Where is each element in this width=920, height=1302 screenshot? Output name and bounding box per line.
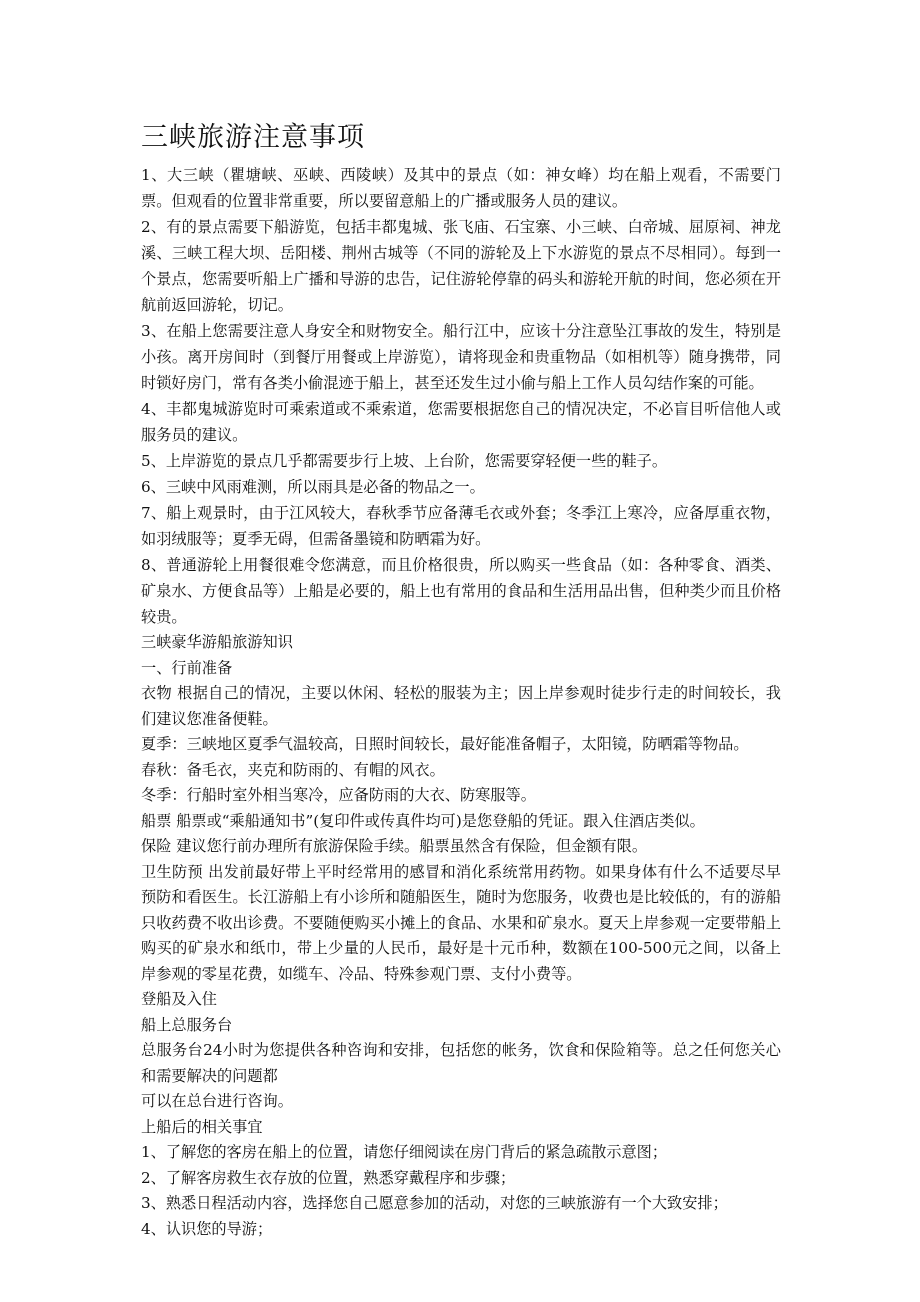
section-heading-boarding: 登船及入住 (141, 990, 217, 1008)
paragraph-note-3: 3、在船上您需要注意人身安全和财物安全。船行江中，应该十分注意坠江事故的发生，特别是小孩。离开房间时（到餐厅用餐或上岸游览），请将现金和贵重物品（如相机等）随身携带，同时锁好房门，常有各类小偷混迹于船上，甚至还发生过小偷与船上工作人员勾结作案的可能。 (141, 322, 781, 392)
paragraph-note-1: 1、大三峡（瞿塘峡、巫峡、西陵峡）及其中的景点（如：神女峰）均在船上观看，不需要门票。但观看的位置非常重要，所以要留意船上的广播或服务人员的建议。 (141, 166, 781, 210)
paragraph-clothing: 衣物 根据自己的情况，主要以休闲、轻松的服装为主；因上岸参观时徒步行走的时间较长，我们建议您准备便鞋。 (141, 684, 781, 728)
section-heading-cruise-knowledge: 三峡豪华游船旅游知识 (141, 633, 293, 651)
paragraph-note-2: 2、有的景点需要下船游览，包括丰都鬼城、张飞庙、石宝寨、小三峡、白帝城、屈原祠、神龙溪、三峡工程大坝、岳阳楼、荆州古城等（不同的游轮及上下水游览的景点不尽相同）。每到一个景点，您需要听船上广播和导游的忠告，记住游轮停靠的码头和游轮开航的时间，您必须在开航前返回游轮，切记。 (141, 218, 781, 314)
paragraph-note-5: 5、上岸游览的景点几乎都需要步行上坡、上台阶，您需要穿轻便一些的鞋子。 (141, 452, 668, 470)
list-item-after-boarding-4: 4、认识您的导游； (141, 1219, 273, 1238)
paragraph-note-7: 7、船上观景时，由于江风较大，春秋季节应备薄毛衣或外套；冬季江上寒冷，应备厚重衣物，如羽绒服等；夏季无碍，但需备墨镜和防晒霜为好。 (141, 504, 781, 548)
paragraph-health: 卫生防预 出发前最好带上平时经常用的感冒和消化系统常用药物。如果身体有什么不适要尽早预防和看医生。长江游船上有小诊所和随船医生，随时为您服务，收费也是比较低的，有的游船只收药费不收出诊费。不要随便购买小摊上的食品、水果和矿泉水。夏天上岸参观一定要带船上购买的矿泉水和纸巾，带上少量的人民币，最好是十元币种，数额在100-500元之间，以备上岸参观的零星花费，如缆车、冷品、特殊参观门票、支付小费等。 (141, 862, 781, 983)
paragraph-note-4: 4、丰都鬼城游览时可乘索道或不乘索道，您需要根据您自己的情况决定，不必盲目听信他人或服务员的建议。 (141, 400, 781, 444)
paragraph-note-8: 8、普通游轮上用餐很难令您满意，而且价格很贵，所以购买一些食品（如：各种零食、酒类、矿泉水、方便食品等）上船是必要的，船上也有常用的食品和生活用品出售，但种类少而且价格较贵。 (141, 556, 781, 626)
paragraph-summer: 夏季：三峡地区夏季气温较高，日照时间较长，最好能准备帽子，太阳镜，防晒霜等物品。 (141, 735, 749, 753)
section-heading-front-desk: 船上总服务台 (141, 1015, 233, 1034)
document-page (141, 118, 781, 1242)
paragraph-winter: 冬季：行船时室外相当寒冷，应备防雨的大衣、防寒服等。 (141, 786, 536, 804)
section-heading-after-boarding: 上船后的相关事宜 (141, 1117, 263, 1136)
paragraph-front-desk-continued: 可以在总台进行咨询。 (141, 1092, 293, 1110)
section-heading-preparation: 一、行前准备 (141, 658, 233, 677)
document-title: 三峡旅游注意事项 (141, 122, 365, 153)
list-item-after-boarding-1: 1、了解您的客房在船上的位置，请您仔细阅读在房门背后的紧急疏散示意图； (141, 1143, 668, 1161)
paragraph-spring-autumn: 春秋：备毛衣，夹克和防雨的、有帽的风衣。 (141, 760, 445, 779)
paragraph-ticket: 船票 船票或“乘船通知书”(复印件或传真件均可)是您登船的凭证。跟入住酒店类似。 (141, 811, 705, 830)
paragraph-note-6: 6、三峡中风雨难测，所以雨具是必备的物品之一。 (141, 478, 485, 496)
list-item-after-boarding-3: 3、熟悉日程活动内容，选择您自己愿意参加的活动，对您的三峡旅游有一个大致安排； (141, 1194, 728, 1212)
paragraph-insurance: 保险 建议您行前办理所有旅游保险手续。船票虽然含有保险，但金额有限。 (141, 837, 648, 855)
list-item-after-boarding-2: 2、了解客房救生衣存放的位置，熟悉穿戴程序和步骤； (141, 1168, 516, 1187)
paragraph-front-desk: 总服务台24小时为您提供各种咨询和安排，包括您的帐务，饮食和保险箱等。总之任何您关心和需要解决的问题都 (141, 1041, 781, 1085)
